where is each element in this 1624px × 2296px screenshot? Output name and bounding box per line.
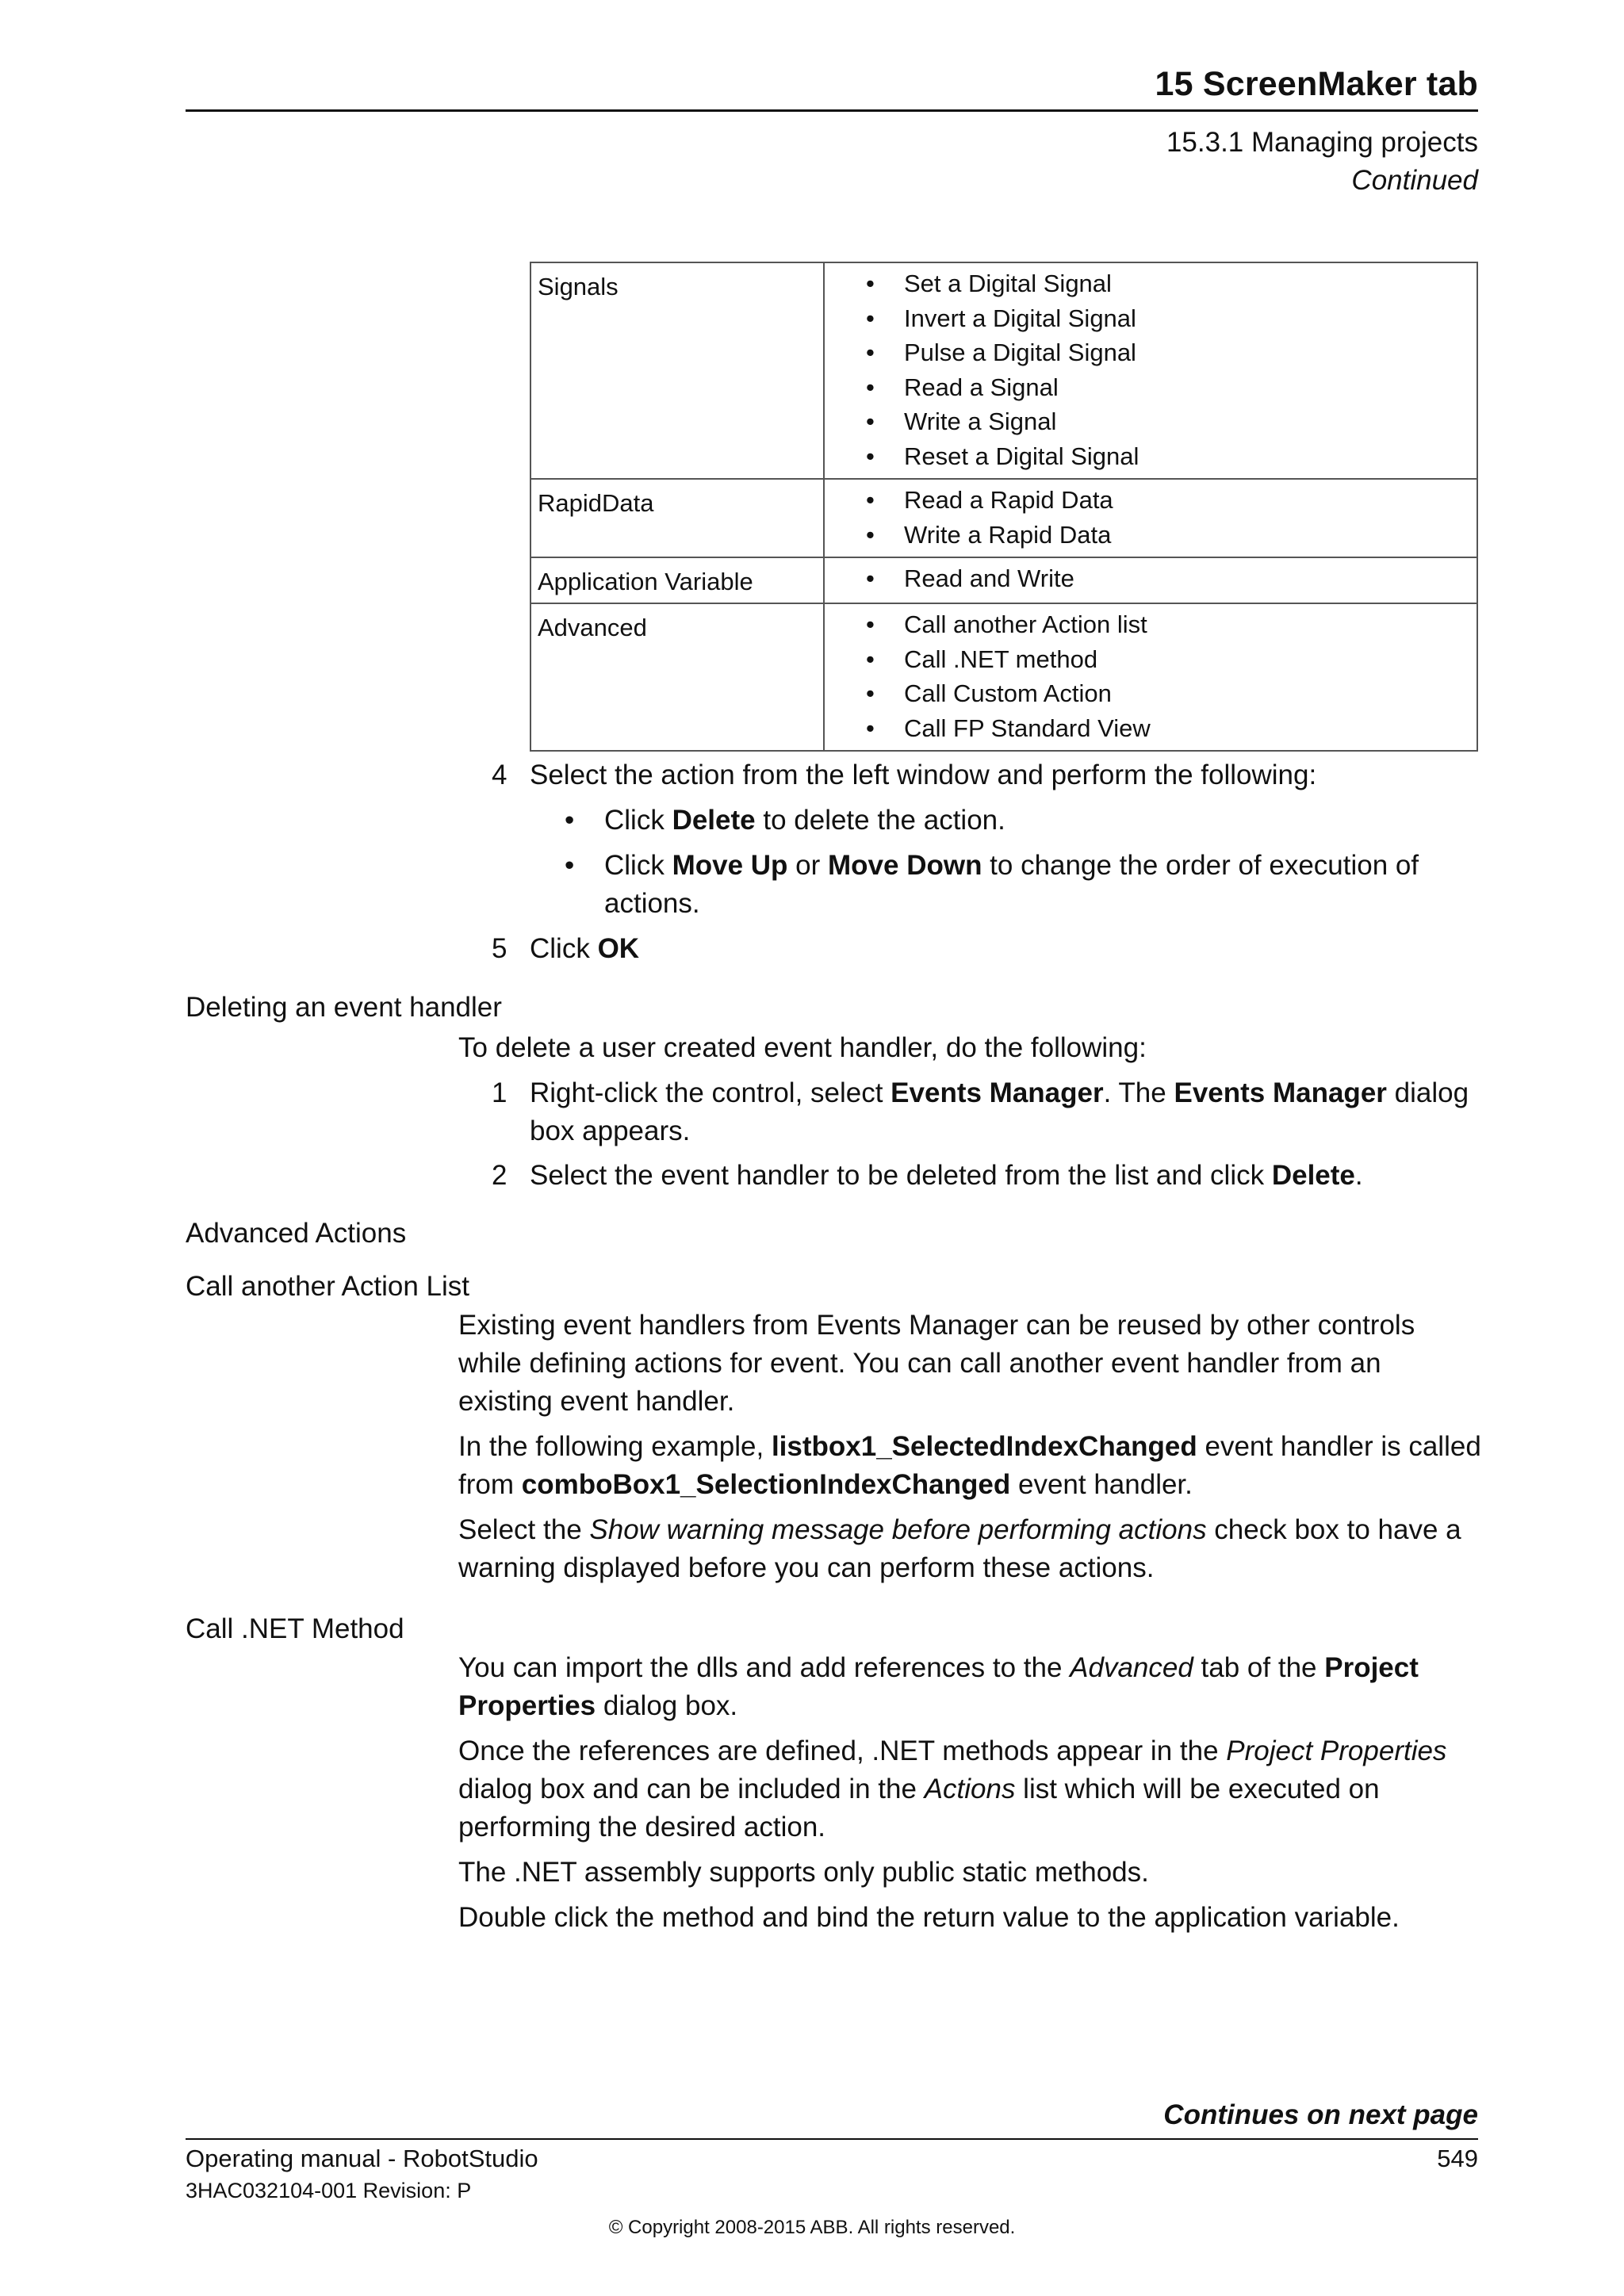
paragraph: Double click the method and bind the return value to the application variable.: [458, 1902, 1400, 1933]
bullet-text: Click Delete to delete the action.: [604, 805, 1005, 836]
paragraph: To delete a user created event handler, do the following:: [458, 1032, 1147, 1063]
paragraph: Existing event handlers from Events Manager can be reused by other controls while defining actions for event. You can call another event handler from an existing event handler.: [458, 1310, 1415, 1417]
bullet-mark: •: [565, 805, 575, 836]
footer-rule: [186, 2138, 1478, 2140]
paragraph: The .NET assembly supports only public static methods.: [458, 1857, 1149, 1888]
step-number: 5: [492, 933, 508, 964]
side-heading: Call another Action List: [186, 1271, 469, 1302]
paragraph: In the following example, listbox1_SelectedIndexChanged event handler is called from comboBox1_SelectionIndexChanged event handler.: [458, 1431, 1481, 1500]
section-title: 15.3.1 Managing projects: [1166, 127, 1478, 158]
manual-title: Operating manual - RobotStudio: [186, 2145, 538, 2172]
paragraph: Select the Show warning message before performing actions check box to have a warning displayed before you can perform these actions.: [458, 1514, 1461, 1583]
table-category: RapidData: [530, 479, 824, 557]
side-heading: Advanced Actions: [186, 1218, 407, 1249]
list-item: • Pulse a Digital Signal: [831, 335, 1470, 370]
paragraph: You can import the dlls and add references to the Advanced tab of the Project Properties dialog box.: [458, 1652, 1419, 1721]
table-row: [530, 479, 1477, 557]
copyright: © Copyright 2008-2015 ABB. All rights reserved.: [608, 2217, 1016, 2238]
step-text: Right-click the control, select Events Manager. The Events Manager dialog box appears.: [530, 1077, 1469, 1146]
step-number: 2: [492, 1160, 508, 1191]
step-number: 1: [492, 1077, 508, 1108]
list-item: • Call .NET method: [831, 642, 1470, 677]
list-item: • Reset a Digital Signal: [831, 439, 1470, 474]
list-item: • Read a Signal: [831, 370, 1470, 405]
list-item: • Call another Action list: [831, 607, 1470, 642]
document-id: 3HAC032104-001 Revision: P: [186, 2179, 472, 2202]
table-category: Signals: [530, 262, 824, 479]
side-heading: Call .NET Method: [186, 1613, 404, 1644]
table-category: Advanced: [530, 603, 824, 751]
paragraph: Once the references are defined, .NET methods appear in the Project Properties dialog box and can be included in the Actions list which will be executed on performing the desired action.: [458, 1735, 1447, 1843]
page-number: 549: [1437, 2145, 1478, 2172]
table-row: [530, 603, 1477, 751]
table-row: [530, 262, 1477, 479]
list-item: • Set a Digital Signal: [831, 266, 1470, 301]
side-heading: Deleting an event handler: [186, 992, 502, 1023]
continued-label: Continued: [1351, 165, 1478, 196]
step-number: 4: [492, 760, 508, 790]
table-category: Application Variable: [530, 557, 824, 603]
list-item: • Call Custom Action: [831, 676, 1470, 711]
action-list: [831, 483, 1470, 552]
actions-table: [530, 262, 1478, 752]
chapter-title: 15 ScreenMaker tab: [1155, 65, 1478, 103]
table-row: [530, 557, 1477, 603]
list-item: • Call FP Standard View: [831, 711, 1470, 746]
step-text: Select the event handler to be deleted from the list and click Delete.: [530, 1160, 1363, 1191]
bullet-mark: •: [565, 850, 575, 881]
step-text: Select the action from the left window and perform the following:: [530, 760, 1317, 790]
list-item: • Invert a Digital Signal: [831, 301, 1470, 336]
list-item: • Write a Signal: [831, 404, 1470, 439]
list-item: • Read a Rapid Data: [831, 483, 1470, 518]
continues-label: Continues on next page: [1163, 2099, 1478, 2130]
header-rule: [186, 109, 1478, 112]
action-list: [831, 607, 1470, 745]
list-item: • Write a Rapid Data: [831, 518, 1470, 553]
bullet-text: Click Move Up or Move Down to change the order of execution of actions.: [604, 850, 1419, 919]
action-list: [831, 561, 1470, 596]
action-list: [831, 266, 1470, 473]
step-text: Click OK: [530, 933, 640, 964]
list-item: • Read and Write: [831, 561, 1470, 596]
